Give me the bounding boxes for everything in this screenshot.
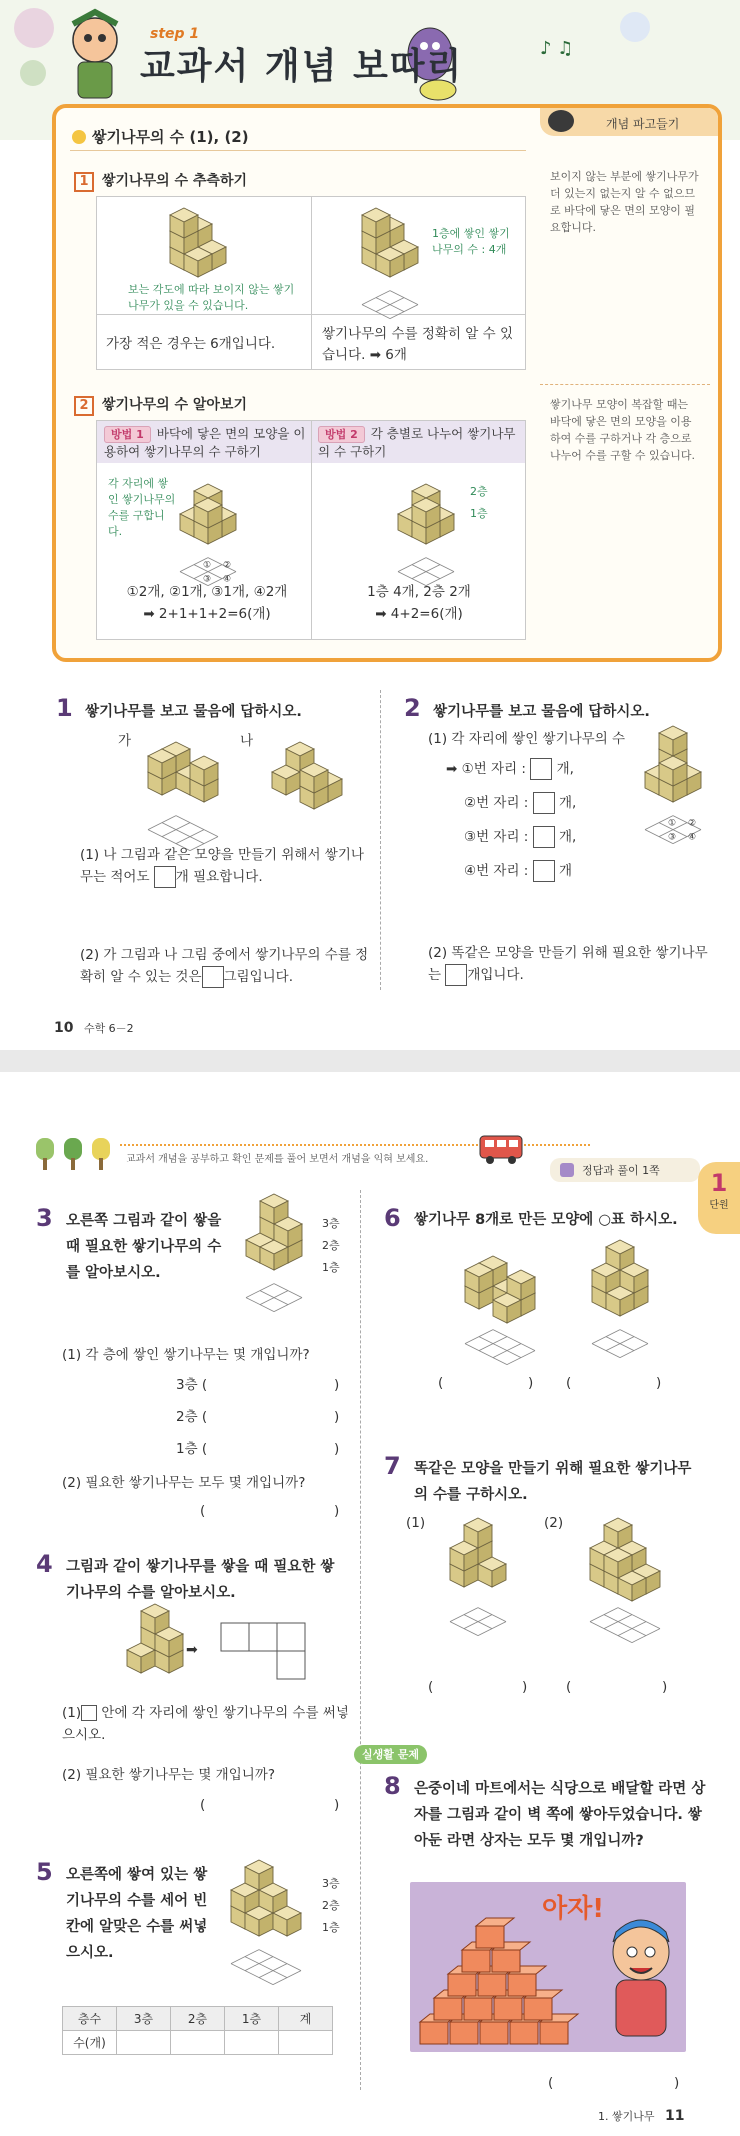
cube-figure-q6-b xyxy=(572,1244,682,1354)
cube-stack-numbered-figure xyxy=(170,472,260,585)
bird-icon xyxy=(548,110,574,132)
paren-close: ) xyxy=(334,1797,340,1813)
paren-close: ) xyxy=(334,1503,340,1519)
figure-label-b: 나 xyxy=(240,733,254,749)
floor-plan-grid xyxy=(220,1622,310,1682)
q2-row-label: ③번 자리 : xyxy=(464,829,529,845)
q1-number: 1 xyxy=(56,694,73,722)
floor-grid xyxy=(465,1330,535,1365)
paren-open: ( xyxy=(428,1679,434,1695)
q7-num: 7 xyxy=(384,1452,401,1480)
q4-sub2: (2) 필요한 쌓기나무는 몇 개입니까? xyxy=(62,1767,275,1783)
decor-dot xyxy=(620,12,650,42)
method1-label xyxy=(104,425,308,460)
column-divider xyxy=(380,690,381,990)
cartoon-boy xyxy=(596,1912,686,2052)
figure-label-a: 가 xyxy=(118,733,132,749)
q4-sub1-label: (1) xyxy=(62,1705,82,1721)
cube-stack-floor-figure xyxy=(352,205,442,315)
answer-tag-text: 정답과 풀이 1쪽 xyxy=(582,1164,660,1177)
page-number: 10 xyxy=(54,1020,74,1036)
cube xyxy=(260,1194,288,1224)
section1-title-text: 쌓기나무의 수 추측하기 xyxy=(102,173,247,189)
page-title: 교과서 개념 보따리 xyxy=(140,46,464,87)
method1-text: 바닥에 닿은 면의 모양을 이용하여 쌓기나무의 수 구하기 xyxy=(104,426,306,459)
unit-tab xyxy=(698,1162,740,1234)
bullet-icon xyxy=(72,130,86,144)
floor-grid xyxy=(246,1284,302,1312)
section2-num: 2 xyxy=(74,396,94,416)
cube-stack-figure xyxy=(160,205,250,285)
banner-text: 교과서 개념을 공부하고 확인 문제를 풀어 보면서 개념을 익혀 보세요. xyxy=(126,1154,429,1165)
table-header-cell: 3층 xyxy=(117,2007,171,2031)
q7-label-2: (2) xyxy=(544,1515,564,1531)
column-divider xyxy=(360,1190,361,2090)
cube xyxy=(148,749,176,779)
star-icon xyxy=(560,1163,574,1177)
section1-left-cell: 가장 적은 경우는 6개입니다. xyxy=(106,336,276,352)
q2-row-3 xyxy=(464,826,576,848)
answer-box[interactable] xyxy=(533,860,555,882)
footer-label: 수학 6－2 xyxy=(83,1022,134,1035)
answer-box[interactable] xyxy=(445,964,467,986)
cube-figure-q3 xyxy=(236,1198,326,1308)
paren-close: ) xyxy=(334,1409,340,1425)
cube-figure-q7-1 xyxy=(440,1522,530,1652)
method2-tag: 방법 2 xyxy=(318,426,365,443)
q2-number: 2 xyxy=(404,694,421,722)
q2-sub2 xyxy=(428,942,718,986)
q1-sub1 xyxy=(80,844,370,888)
q2-heading xyxy=(404,694,650,722)
cube xyxy=(412,498,440,528)
floor-grid xyxy=(362,291,418,319)
cube-figure-b xyxy=(252,730,362,810)
page-footer xyxy=(598,2108,684,2124)
paren-close: ) xyxy=(334,1441,340,1457)
floor3-label: 3층 xyxy=(322,1217,340,1230)
cube xyxy=(300,763,328,793)
q2-row-1 xyxy=(446,758,574,780)
q6-text: 쌓기나무 8개로 만든 모양에 ○표 하시오. xyxy=(414,1212,678,1228)
q3-sub1: (1) 각 층에 쌓인 쌓기나무는 몇 개입니까? xyxy=(62,1347,310,1363)
table-header-cell: 1층 xyxy=(225,2007,279,2031)
q4-sub1-tail: 안에 각 자리에 쌓인 쌓기나무의 수를 써넣으시오. xyxy=(62,1705,349,1743)
q2-row-label: ④번 자리 : xyxy=(464,863,529,879)
topic-title xyxy=(72,126,249,147)
floor-grid xyxy=(231,1950,301,1985)
cube xyxy=(190,756,218,786)
q5-text: 오른쪽에 쌓여 있는 쌓기나무의 수를 세어 빈칸에 알맞은 수를 써넣으시오. xyxy=(66,1867,208,1961)
paren-close: ) xyxy=(528,1375,534,1391)
answer-box[interactable] xyxy=(154,866,176,888)
side-divider xyxy=(540,384,710,385)
q1-sub2-text: (2) 가 그림과 나 그림 중에서 쌓기나무의 수를 정확히 알 수 있는 것은 xyxy=(80,947,369,985)
q6-num: 6 xyxy=(384,1204,401,1232)
paren-close: ) xyxy=(674,2075,680,2091)
page-number: 11 xyxy=(664,2108,685,2124)
floor2-label: 2층 xyxy=(322,1239,340,1252)
cube-figure-q6-a xyxy=(440,1244,560,1354)
table-header-cell: 계 xyxy=(279,2007,333,2031)
arrow-icon: ➡ xyxy=(186,1642,198,1658)
cube xyxy=(465,1263,493,1293)
method1-result-line1: ①2개, ②1개, ③1개, ④2개 xyxy=(126,584,288,600)
method2-result-line2: ➡ 4+2=6(개) xyxy=(375,606,463,622)
decor-dot xyxy=(20,60,46,86)
unit-label: 개 xyxy=(558,863,572,879)
q3-row-2: 2층 ( xyxy=(176,1409,208,1425)
q8-num: 8 xyxy=(384,1772,401,1800)
paren-open: ( xyxy=(566,1375,572,1391)
q1-text: 쌓기나무를 보고 물음에 답하시오. xyxy=(85,704,302,720)
paren-close: ) xyxy=(522,1679,528,1695)
trees-icon xyxy=(30,1134,120,1174)
cube xyxy=(362,208,390,238)
q1-sub1-text: (1) 나 그림과 같은 모양을 만들기 위해서 쌓기나무는 적어도 xyxy=(80,847,364,885)
divider xyxy=(96,314,526,315)
cube xyxy=(604,1548,632,1578)
q2-sub2-tail: 개입니다. xyxy=(467,967,524,983)
cube xyxy=(507,1270,535,1300)
divider xyxy=(311,420,312,640)
textbook-page-10 xyxy=(0,0,740,1050)
cube xyxy=(245,1860,273,1890)
floor1-label: 1층 xyxy=(470,507,488,520)
cube xyxy=(464,1518,492,1548)
bus-icon xyxy=(478,1132,526,1166)
position-label: ② xyxy=(223,560,232,571)
floor-grid xyxy=(590,1608,660,1643)
q3-number xyxy=(36,1204,53,1232)
table-answer-cell[interactable] xyxy=(279,2031,333,2055)
unit-number: 1 xyxy=(710,1169,728,1197)
q2-text: 쌓기나무를 보고 물음에 답하시오. xyxy=(433,704,650,720)
answer-reference-tag xyxy=(550,1158,700,1182)
q8-number xyxy=(384,1772,401,1800)
table-row-label: 수(개) xyxy=(63,2031,117,2055)
answer-box[interactable] xyxy=(533,826,555,848)
side-note-2: 쌓기나무 모양이 복잡할 때는 바닥에 닿은 면의 모양을 이용하여 수를 구하거나 각 층으로 나누어 수를 구할 수 있습니다. xyxy=(550,398,695,462)
method1-result-line2: ➡ 2+1+1+2=6(개) xyxy=(143,606,271,622)
q8-badge xyxy=(354,1746,427,1762)
q1-heading xyxy=(56,694,302,722)
section1-left-note: 보는 각도에 따라 보이지 않는 쌓기나무가 있을 수 있습니다. xyxy=(128,283,295,312)
position-label: ② xyxy=(688,818,697,829)
q3-text: 오른쪽 그림과 같이 쌓을 때 필요한 쌓기나무의 수를 알아보시오. xyxy=(66,1213,222,1281)
concept-tag: 개념 파고들기 xyxy=(540,108,718,136)
section1-num: 1 xyxy=(74,172,94,192)
floor1-label: 1층 xyxy=(322,1921,340,1934)
paren-open: ( xyxy=(200,1503,206,1519)
cube xyxy=(141,1604,169,1634)
position-label: ④ xyxy=(223,574,232,585)
cube xyxy=(659,726,687,756)
table-header-row xyxy=(63,2007,333,2031)
unit-label: 개, xyxy=(556,761,574,777)
unit-label: 단원 xyxy=(709,1200,729,1211)
divider xyxy=(311,196,312,370)
section2-title xyxy=(74,394,247,416)
q5-number xyxy=(36,1858,53,1886)
footer-label: 1. 쌓기나무 xyxy=(598,2110,655,2123)
table-answer-cell[interactable] xyxy=(171,2031,225,2055)
q2-sub2-text: (2) 똑같은 모양을 만들기 위해 필요한 쌓기나무는 xyxy=(428,945,708,983)
floor2-label: 2층 xyxy=(470,485,488,498)
floor3-label: 3층 xyxy=(322,1877,340,1890)
section1-title xyxy=(74,170,247,192)
unit-label: 개, xyxy=(558,829,577,845)
q7-label-1: (1) xyxy=(406,1515,426,1531)
floor1-label: 1층 xyxy=(322,1261,340,1274)
unit-label: 개, xyxy=(558,795,577,811)
decor-dot xyxy=(14,8,54,48)
answer-box[interactable] xyxy=(530,758,552,780)
method1-tag: 방법 1 xyxy=(104,426,151,443)
comic-illustration xyxy=(410,1882,686,2052)
paren-close: ) xyxy=(656,1375,662,1391)
paren-open: ( xyxy=(548,2075,554,2091)
cube-figure-a xyxy=(128,730,238,830)
section1-right-cell: 쌓기나무의 수를 정확히 알 수 있습니다. ➡ 6개 xyxy=(322,326,513,363)
q5-num: 5 xyxy=(36,1858,53,1886)
floor-grid xyxy=(592,1330,648,1358)
comic-text: 아자! xyxy=(542,1894,605,1924)
cube xyxy=(604,1518,632,1548)
answer-box[interactable] xyxy=(202,966,224,988)
divider xyxy=(70,150,526,151)
q4-num: 4 xyxy=(36,1550,53,1578)
q3-row-3: 3층 ( xyxy=(176,1377,208,1393)
music-note-icon: ♪ ♫ xyxy=(540,38,574,59)
cube-stack-floors-figure xyxy=(388,472,478,572)
position-label: ① xyxy=(203,560,212,571)
answer-box[interactable] xyxy=(533,792,555,814)
q3-sub2: (2) 필요한 쌓기나무는 모두 몇 개입니까? xyxy=(62,1475,306,1491)
q2-row-label: ②번 자리 : xyxy=(464,795,529,811)
page-footer xyxy=(54,1020,134,1036)
section2-title-text: 쌓기나무의 수 알아보기 xyxy=(102,397,247,413)
q2-sub1: (1) 각 자리에 쌓인 쌓기나무의 수 xyxy=(428,731,626,747)
q4-number xyxy=(36,1550,53,1578)
position-label: ① xyxy=(668,818,677,829)
q3-row-1: 1층 ( xyxy=(176,1441,208,1457)
cube xyxy=(170,208,198,238)
page-gap xyxy=(0,1050,740,1072)
q8-text: 은중이네 마트에서는 식당으로 배달할 라면 상자를 그림과 같이 벽 쪽에 쌓아두었습니다. 쌓아둔 라면 상자는 모두 몇 개입니까? xyxy=(414,1781,706,1849)
q7-text: 똑같은 모양을 만들기 위해 필요한 쌓기나무의 수를 구하시오. xyxy=(414,1461,692,1503)
table-header-cell: 층수 xyxy=(63,2007,117,2031)
mascot-illustration xyxy=(60,10,130,102)
paren-open: ( xyxy=(200,1797,206,1813)
cube xyxy=(659,756,687,786)
method2-result-line1: 1층 4개, 2층 2개 xyxy=(367,584,471,600)
q1-sub2-tail: 그림입니다. xyxy=(223,969,293,985)
cube-figure-q5 xyxy=(216,1864,316,1974)
cube-figure-q2 xyxy=(640,730,720,843)
table-row xyxy=(63,2031,333,2055)
table-answer-cell[interactable] xyxy=(117,2031,171,2055)
q4-sub1 xyxy=(62,1702,352,1746)
method2-text: 각 층별로 나누어 쌓기나무의 수 구하기 xyxy=(318,426,516,459)
q2-row-2 xyxy=(464,792,576,814)
floor-grid xyxy=(450,1608,506,1636)
q2-row-label: ➡ ①번 자리 : xyxy=(446,761,526,777)
topic-text: 쌓기나무의 수 (1), (2) xyxy=(92,128,249,146)
table-header-cell: 2층 xyxy=(171,2007,225,2031)
cube-figure-q7-2 xyxy=(560,1522,690,1652)
real-life-badge: 실생활 문제 xyxy=(354,1745,427,1764)
method2-label xyxy=(318,425,522,460)
answer-box[interactable] xyxy=(81,1705,97,1721)
floor2-label: 2층 xyxy=(322,1899,340,1912)
paren-close: ) xyxy=(334,1377,340,1393)
q4-text: 그림과 같이 쌓기나무를 쌓을 때 필요한 쌓기나무의 수를 알아보시오. xyxy=(66,1559,335,1601)
position-label: ③ xyxy=(203,574,212,585)
textbook-page-11 xyxy=(0,1072,740,2136)
q1-sub1-tail: 개 필요합니다. xyxy=(175,869,263,885)
paren-close: ) xyxy=(662,1679,668,1695)
position-label: ③ xyxy=(668,832,677,843)
position-label: ④ xyxy=(688,832,697,843)
section1-right-note: 1층에 쌓인 쌓기나무의 수 : 4개 xyxy=(432,227,510,256)
paren-open: ( xyxy=(438,1375,444,1391)
q5-count-table xyxy=(62,2006,333,2055)
cube xyxy=(606,1240,634,1270)
q3-num: 3 xyxy=(36,1204,53,1232)
side-note-1: 보이지 않는 부분에 쌓기나무가 더 있는지 없는지 알 수 없으므로 바닥에 닿은 면의 모양이 필요합니다. xyxy=(550,170,699,234)
step-label: step 1 xyxy=(150,26,200,42)
paren-open: ( xyxy=(566,1679,572,1695)
section2-left-note: 각 자리에 쌓인 쌓기나무의 수를 구합니다. xyxy=(108,477,176,538)
q1-sub2 xyxy=(80,944,370,988)
cube xyxy=(194,498,222,528)
q2-row-4 xyxy=(464,860,572,882)
q7-number xyxy=(384,1452,401,1480)
table-answer-cell[interactable] xyxy=(225,2031,279,2055)
q6-number xyxy=(384,1204,401,1232)
